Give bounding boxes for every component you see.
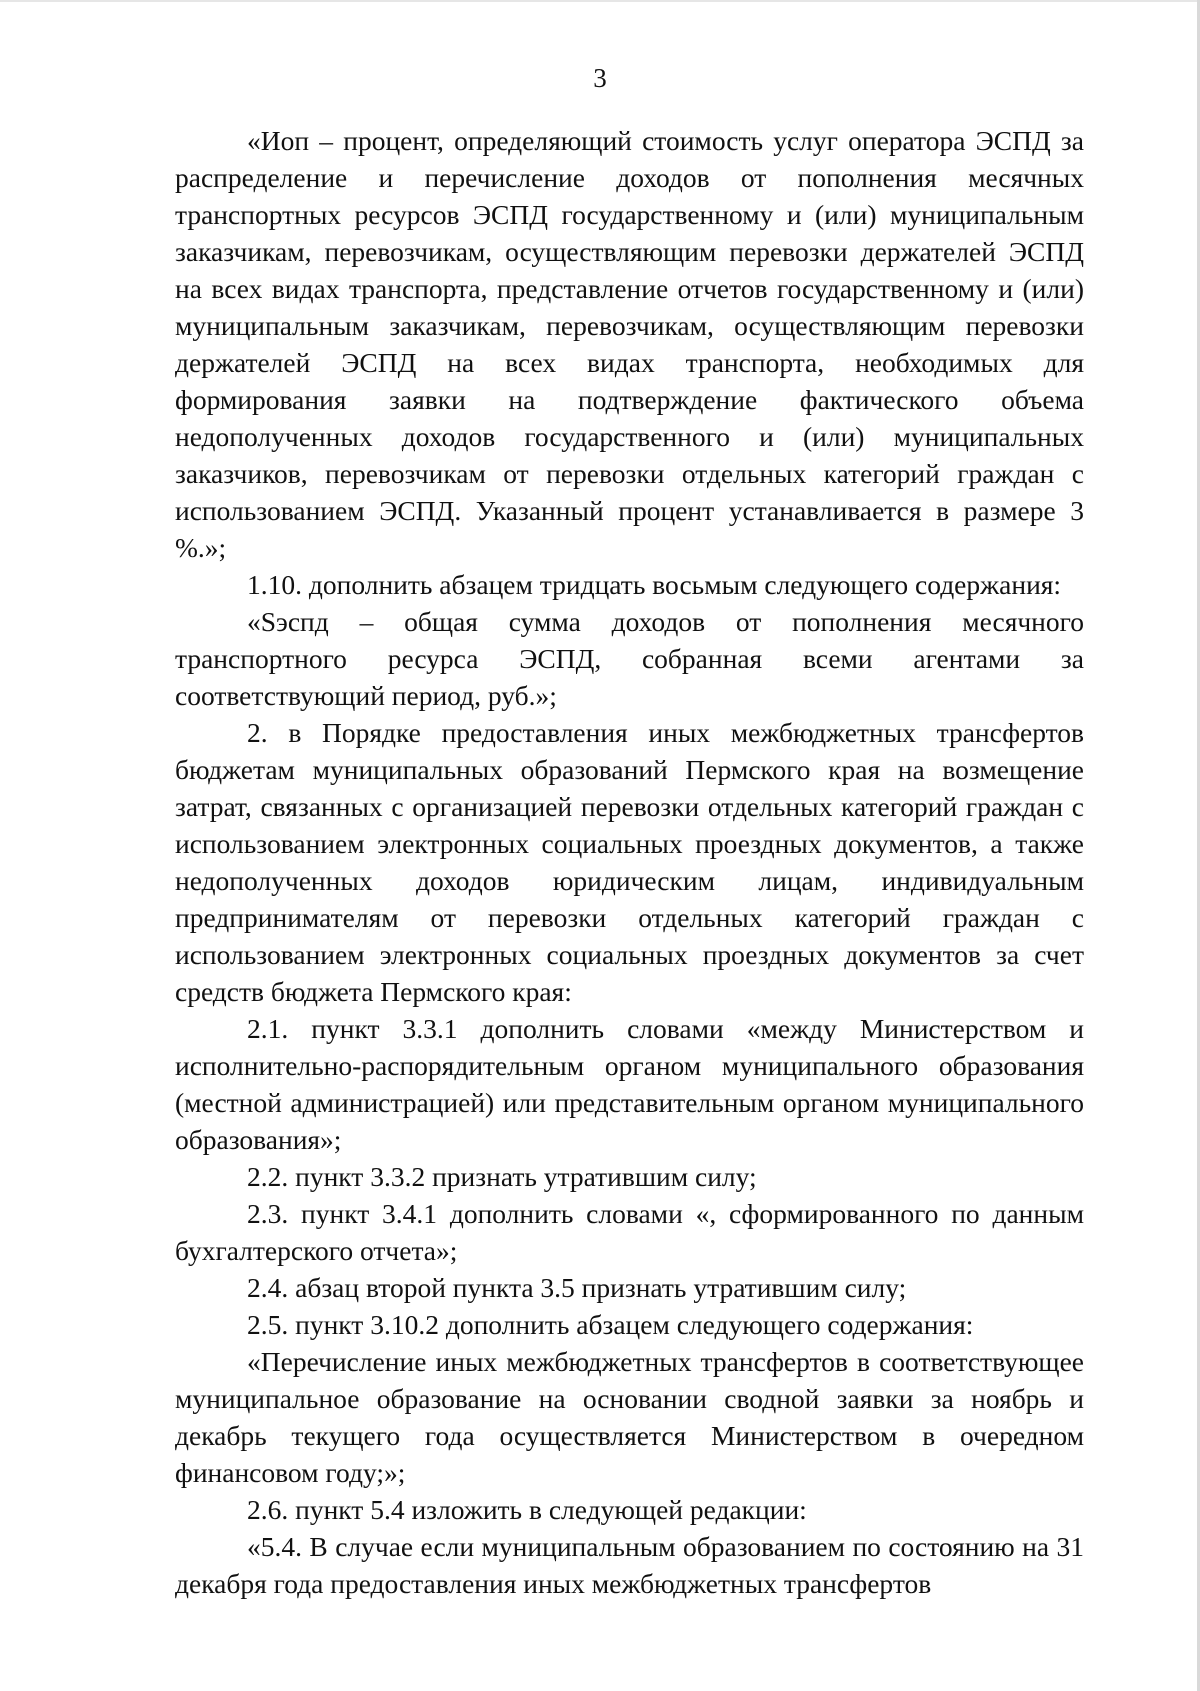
- paragraph-2-2: 2.2. пункт 3.3.2 признать утратившим силу;: [247, 1161, 757, 1192]
- paragraph-2-5: 2.5. пункт 3.10.2 дополнить абзацем следующего содержания:: [247, 1309, 974, 1340]
- page-number: 3: [593, 63, 607, 93]
- paragraph-sespd-definition: «Sэспд – общая сумма доходов от пополнения месячного транспортного ресурса ЭСПД, собранная всеми агентами за соответствующий период, руб.»;: [175, 606, 1084, 711]
- paragraph-iop-definition: «Иоп – процент, определяющий стоимость услуг оператора ЭСПД за распределение и перечисление доходов от пополнения месячных транспортных ресурсов ЭСПД государственному и (или) муниципальным заказчикам, перевозчикам, осуществляющим перевозки держателей ЭСПД на всех видах транспорта, представление отчетов государственному и (или) муниципальным заказчикам, перевозчикам, осуществляющим перевозки держателей ЭСПД на всех видах транспорта, необходимых для формирования заявки на подтверждение фактического объема недополученных доходов государственного и (или) муниципальных заказчиков, перевозчикам от перевозки отдельных категорий граждан с использованием ЭСПД. Указанный процент устанавливается в размере 3 %.»;: [175, 125, 1084, 563]
- document-body: [175, 122, 1084, 1602]
- paragraph-transfer-text: «Перечисление иных межбюджетных трансфертов в соответствующее муниципальное образование на основании сводной заявки за ноябрь и декабрь текущего года осуществляется Министерством в очередном финансовом году;»;: [175, 1346, 1084, 1488]
- paragraph-1-10: 1.10. дополнить абзацем тридцать восьмым следующего содержания:: [247, 569, 1062, 600]
- paragraph-2-6: 2.6. пункт 5.4 изложить в следующей редакции:: [247, 1494, 807, 1525]
- paragraph-2: 2. в Порядке предоставления иных межбюджетных трансфертов бюджетам муниципальных образований Пермского края на возмещение затрат, связанных с организацией перевозки отдельных категорий граждан с использованием электронных социальных проездных документов, а также недополученных доходов юридическим лицам, индивидуальным предпринимателям от перевозки отдельных категорий граждан с использованием электронных социальных проездных документов за счет средств бюджета Пермского края:: [175, 717, 1084, 1007]
- paragraph-2-1: 2.1. пункт 3.3.1 дополнить словами «между Министерством и исполнительно-распорядительным органом муниципального образования (местной администрацией) или представительным органом муниципального образования»;: [175, 1013, 1084, 1155]
- paragraph-2-3: 2.3. пункт 3.4.1 дополнить словами «, сформированного по данным бухгалтерского отчета»;: [175, 1198, 1084, 1266]
- scan-top-edge: [0, 0, 1200, 2]
- paragraph-2-4: 2.4. абзац второй пункта 3.5 признать утратившим силу;: [247, 1272, 907, 1303]
- paragraph-5-4: «5.4. В случае если муниципальным образованием по состоянию на 31 декабря года предоставления иных межбюджетных трансфертов: [175, 1531, 1084, 1599]
